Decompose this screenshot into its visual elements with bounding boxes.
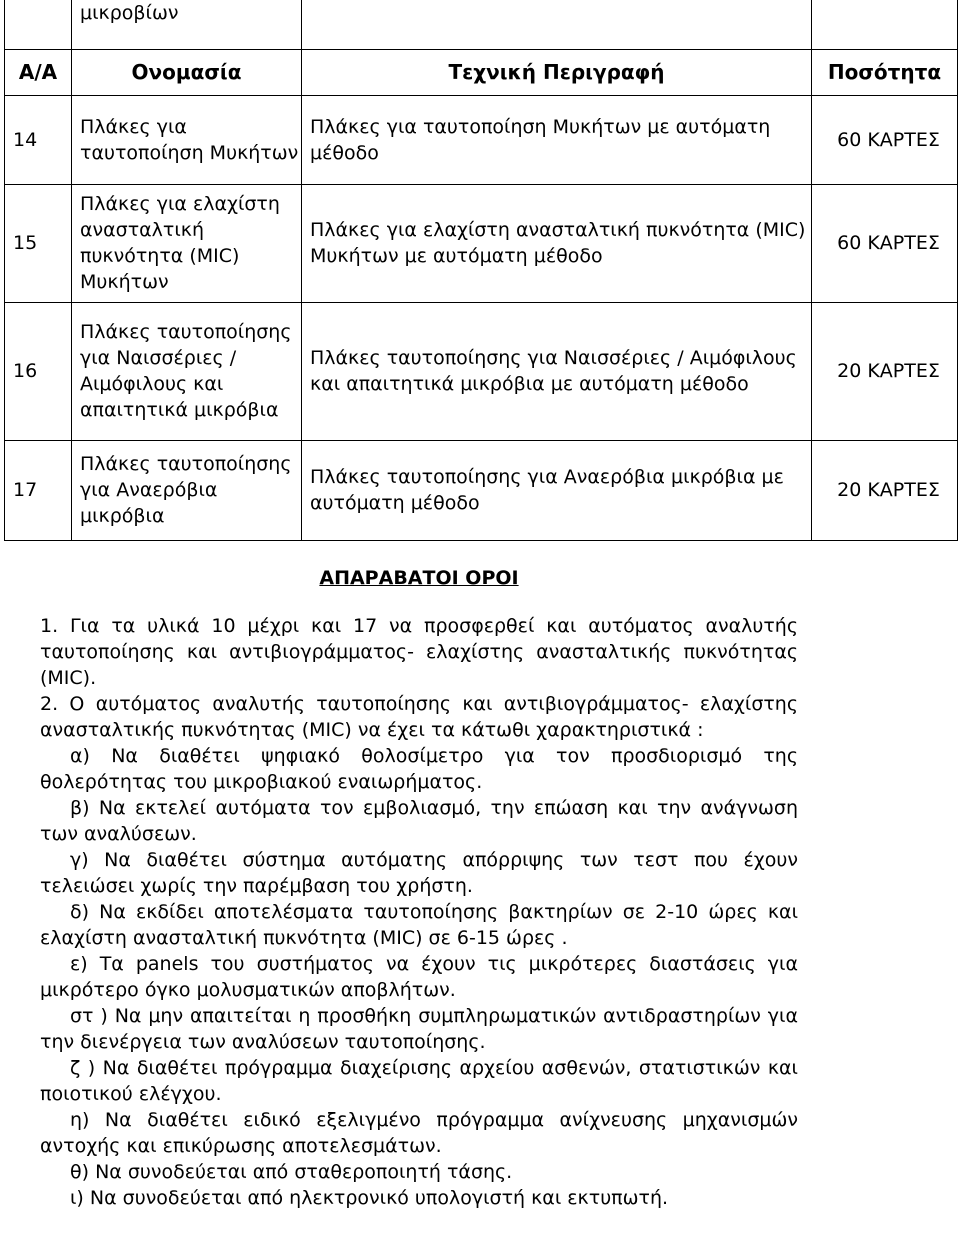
row-description: Πλάκες για ταυτοποίηση Μυκήτων με αυτόματη μέθοδο bbox=[302, 95, 812, 184]
row-description: Πλάκες ταυτοποίησης για Ναισσέριες / Αιμόφιλους και απαιτητικά μικρόβια με αυτόματη μέθοδο bbox=[302, 302, 812, 440]
row-description: Πλάκες ταυτοποίησης για Αναερόβια μικρόβια με αυτόματη μέθοδο bbox=[302, 440, 812, 540]
table-header bbox=[5, 49, 958, 95]
term-item: α) Να διαθέτει ψηφιακό θολοσίμετρο για τον προσδιορισμό της θολερότητας του μικροβιακού εναιωρήματος. bbox=[40, 745, 798, 793]
row-quantity: 20 ΚΑΡΤΕΣ bbox=[812, 302, 958, 440]
term-item: β) Να εκτελεί αυτόματα τον εμβολιασμό, την επώαση και την ανάγνωση των αναλύσεων. bbox=[40, 797, 798, 845]
term-item: ι) Να συνοδεύεται από ηλεκτρονικό υπολογιστή και εκτυπωτή. bbox=[70, 1187, 669, 1209]
header-desc: Τεχνική Περιγραφή bbox=[302, 49, 812, 95]
row-name: Πλάκες ταυτοποίησης για Ναισσέριες /Αιμόφιλους και απαιτητικά μικρόβια bbox=[72, 302, 302, 440]
row-quantity: 60 ΚΑΡΤΕΣ bbox=[812, 95, 958, 184]
row-description: Πλάκες για ελαχίστη ανασταλτική πυκνότητα (MIC) Μυκήτων με αυτόματη μέθοδο bbox=[302, 184, 812, 302]
header-aa: Α/Α bbox=[5, 49, 72, 95]
header-qty: Ποσότητα bbox=[812, 49, 958, 95]
continuation-row bbox=[5, 0, 958, 49]
header-name: Ονομασία bbox=[72, 49, 302, 95]
row-quantity: 20 ΚΑΡΤΕΣ bbox=[812, 440, 958, 540]
row-number: 16 bbox=[5, 302, 72, 440]
row-name: Πλάκες για ελαχίστη ανασταλτική πυκνότητα (MIC) Μυκήτων bbox=[72, 184, 302, 302]
row-quantity: 60 ΚΑΡΤΕΣ bbox=[812, 184, 958, 302]
row-name: Πλάκες ταυτοποίησης για Αναερόβια μικρόβια bbox=[72, 440, 302, 540]
term-paragraph-1: 1. Για τα υλικά 10 μέχρι και 17 να προσφερθεί και αυτόματος αναλυτής ταυτοποίησης και αντιβιογράμματος- ελαχίστης ανασταλτικής πυκνότητας (MIC). bbox=[40, 615, 798, 689]
term-item: στ ) Να μην απαιτείται η προσθήκη συμπληρωματικών αντιδραστηρίων για την διενέργεια των αναλύσεων ταυτοποίησης. bbox=[40, 1005, 798, 1053]
table-row bbox=[5, 184, 958, 302]
row-number: 15 bbox=[5, 184, 72, 302]
term-item: θ) Να συνοδεύεται από σταθεροποιητή τάσης. bbox=[70, 1161, 513, 1183]
table-row bbox=[5, 302, 958, 440]
terms-section bbox=[40, 565, 798, 1211]
term-item: ζ ) Να διαθέτει πρόγραμμα διαχείρισης αρχείου ασθενών, στατιστικών και ποιοτικού ελέγχου. bbox=[40, 1057, 798, 1105]
term-item: γ) Να διαθέτει σύστημα αυτόματης απόρριψης των τεστ που έχουν τελειώσει χωρίς την παρέμβαση του χρήστη. bbox=[40, 849, 798, 897]
table-row bbox=[5, 440, 958, 540]
term-item: η) Να διαθέτει ειδικό εξελιγμένο πρόγραμμα ανίχνευσης μηχανισμών αντοχής και επικύρωσης αποτελεσμάτων. bbox=[40, 1109, 798, 1157]
table-row bbox=[5, 95, 958, 184]
term-item: ε) Τα panels του συστήματος να έχουν τις μικρότερες διαστάσεις για μικρότερο όγκο μολυσματικών αποβλήτων. bbox=[40, 953, 798, 1001]
row-number: 17 bbox=[5, 440, 72, 540]
term-item: δ) Να εκδίδει αποτελέσματα ταυτοποίησης βακτηρίων σε 2-10 ώρες και ελαχίστη ανασταλτική πυκνότητα (MIC) σε 6-15 ώρες . bbox=[40, 901, 798, 949]
terms-title: ΑΠΑΡΑΒΑΤΟΙ ΟΡΟΙ bbox=[319, 567, 519, 589]
equipment-table bbox=[4, 0, 958, 541]
row-number: 14 bbox=[5, 95, 72, 184]
term-paragraph-2: 2. Ο αυτόματος αναλυτής ταυτοποίησης και αντιβιογράμματος- ελαχίστης ανασταλτικής πυκνότητας (MIC) να έχει τα κάτωθι χαρακτηριστικά : bbox=[40, 693, 798, 741]
row-name: Πλάκες για ταυτοποίηση Μυκήτων bbox=[72, 95, 302, 184]
continuation-text: μικροβίων bbox=[72, 0, 302, 49]
